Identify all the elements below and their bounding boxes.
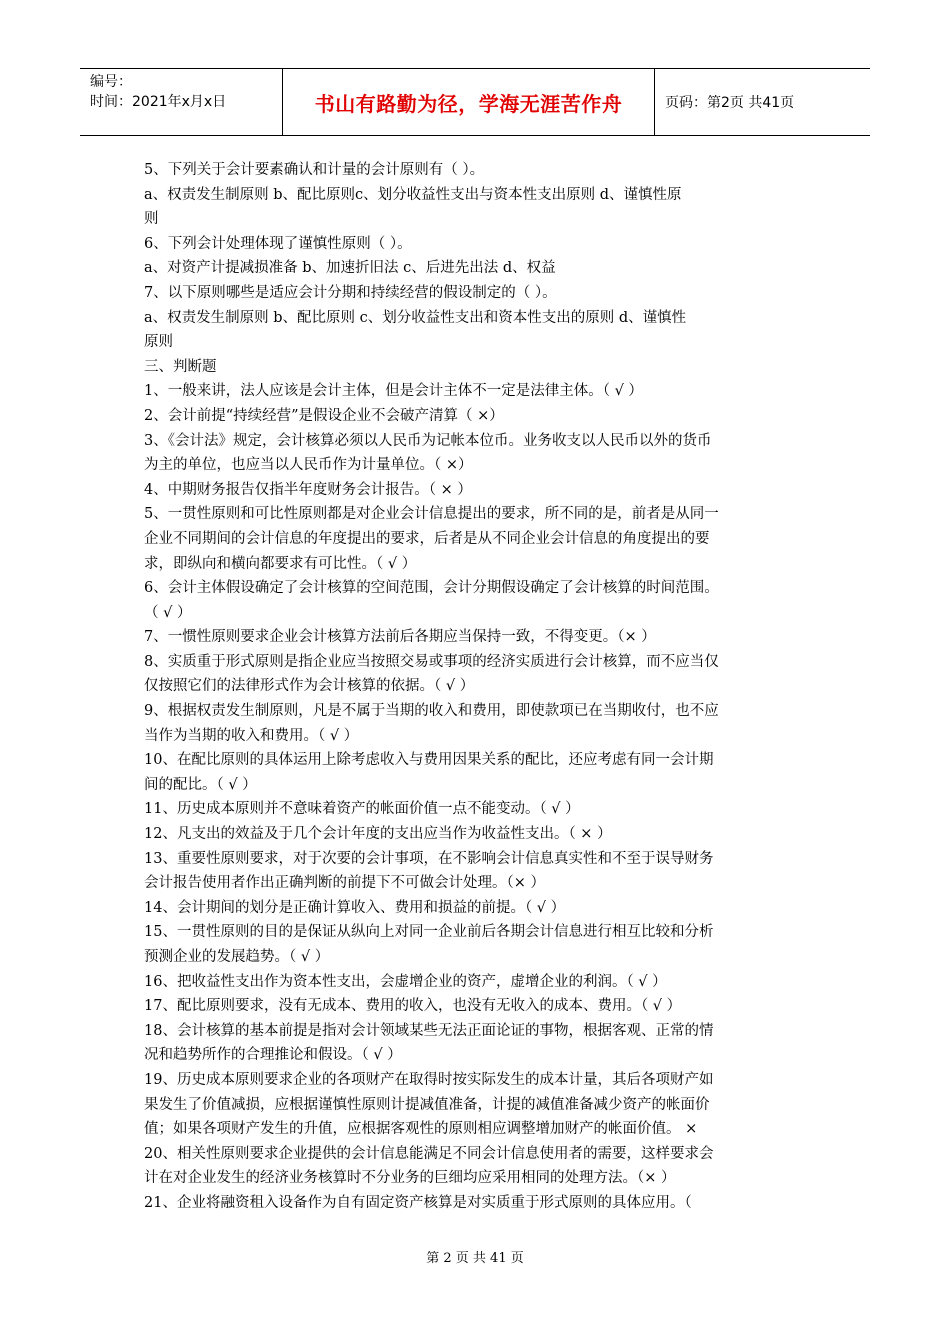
text-line: 19、历史成本原则要求企业的各项财产在取得时按实际发生的成本计量，其后各项财产如 [144, 1071, 714, 1088]
text-line: 原则 [144, 334, 173, 351]
text-line: 间的配比。（ √ ） [144, 776, 257, 793]
header-motto: 书山有路勤为径，学海无涯苦作舟 [283, 69, 655, 135]
text-line: 9、根据权责发生制原则，凡是不属于当期的收入和费用，即使款项已在当期收付，也不应 [144, 703, 719, 720]
text-line: 果发生了价值减损，应根据谨慎性原则计提减值准备，计提的减值准备减少资产的帐面价 [144, 1096, 710, 1113]
text-line: 5、一贯性原则和可比性原则都是对企业会计信息提出的要求，所不同的是，前者是从同一 [144, 506, 719, 523]
text-line: 求，即纵向和横向都要求有可比性。（ √ ） [144, 555, 417, 572]
text-line: 8、实质重于形式原则是指企业应当按照交易或事项的经济实质进行会计核算，而不应当仅 [144, 653, 719, 670]
text-line: 6、下列会计处理体现了谨慎性原则（ ）。 [144, 235, 412, 252]
document-number-label: 编号： [90, 74, 132, 90]
text-line: 17、配比原则要求，没有无成本、费用的收入，也没有无收入的成本、费用。（ √ ） [144, 998, 682, 1015]
text-line: 5、下列关于会计要素确认和计量的会计原则有（ ）。 [144, 162, 485, 178]
text-line: 11、历史成本原则并不意味着资产的帐面价值一点不能变动。（ √ ） [144, 801, 580, 818]
text-line: 计在对企业发生的经济业务核算时不分业务的巨细均应采用相同的处理方法。（× ） [144, 1170, 676, 1187]
text-line: 18、会计核算的基本前提是指对会计领域某些无法正面论证的事物，根据客观、正常的情 [144, 1022, 714, 1039]
text-line: 2、会计前提“持续经营”是假设企业不会破产清算（ ×） [144, 407, 504, 424]
text-line: a、权责发生制原则 b、配比原则c、划分收益性支出与资本性支出原则 d、谨慎性原 [144, 186, 682, 203]
text-line: 6、会计主体假设确定了会计核算的空间范围，会计分期假设确定了会计核算的时间范围。 [144, 580, 719, 597]
text-line: 10、在配比原则的具体运用上除考虑收入与费用因果关系的配比，还应考虑有同一会计期 [144, 752, 714, 769]
text-line: 7、一惯性原则要求企业会计核算方法前后各期应当保持一致，不得变更。（× ） [144, 629, 656, 646]
text-line: 4、中期财务报告仅指半年度财务会计报告。（ × ） [144, 481, 472, 498]
header-page-number: 页码：第2页 共41页 [665, 95, 795, 111]
text-line: 仅按照它们的法律形式作为会计核算的依据。（ √ ） [144, 678, 475, 695]
text-line: 21、企业将融资租入设备作为自有固定资产核算是对实质重于形式原则的具体应用。（ [144, 1194, 692, 1211]
text-line: 16、把收益性支出作为资本性支出，会虚增企业的资产，虚增企业的利润。（ √ ） [144, 973, 667, 990]
page-header [80, 68, 870, 136]
text-line: 7、以下原则哪些是适应会计分期和持续经营的假设制定的（ ）。 [144, 284, 557, 301]
text-line: a、权责发生制原则 b、配比原则 c、划分收益性支出和资本性支出的原则 d、谨慎性 [144, 309, 687, 326]
text-line: 三、判断题 [144, 358, 217, 375]
text-line: 20、相关性原则要求企业提供的会计信息能满足不同会计信息使用者的需要，这样要求会 [144, 1145, 714, 1162]
text-line: 则 [144, 211, 159, 228]
text-line: 12、凡支出的效益及于几个会计年度的支出应当作为收益性支出。（ × ） [144, 826, 612, 843]
document-body [144, 158, 814, 1216]
text-line: 3、《会计法》规定，会计核算必须以人民币为记帐本位币。业务收支以人民币以外的货币 [144, 432, 712, 449]
text-line: （ √ ） [144, 604, 192, 621]
text-line: 14、会计期间的划分是正确计算收入、费用和损益的前提。（ √ ） [144, 899, 566, 916]
text-line: 会计报告使用者作出正确判断的前提下不可做会计处理。（× ） [144, 875, 546, 892]
text-line: 况和趋势所作的合理推论和假设。（ √ ） [144, 1047, 402, 1064]
text-line: 当作为当期的收入和费用。（ √ ） [144, 727, 359, 744]
text-line: 15、一贯性原则的目的是保证从纵向上对同一企业前后各期会计信息进行相互比较和分析 [144, 924, 714, 941]
text-line: 1、一般来讲，法人应该是会计主体，但是会计主体不一定是法律主体。（ √ ） [144, 383, 643, 400]
text-line: 13、重要性原则要求，对于次要的会计事项，在不影响会计信息真实性和不至于误导财务 [144, 850, 714, 867]
text-line: 为主的单位，也应当以人民币作为计量单位。（ ×） [144, 457, 473, 474]
text-line: a、对资产计提减损准备 b、加速折旧法 c、后进先出法 d、权益 [144, 260, 556, 277]
text-line: 预测企业的发展趋势。（ √ ） [144, 949, 330, 965]
text-line: 值；如果各项财产发生的升值，应根据客观性的原则相应调整增加财产的帐面价值。 × [144, 1121, 698, 1138]
header-meta [80, 69, 283, 135]
text-line: 企业不同期间的会计信息的年度提出的要求，后者是从不同企业会计信息的角度提出的要 [144, 530, 710, 547]
page-footer: 第 2 页 共 41 页 [426, 1251, 524, 1266]
document-date-label: 时间：2021年x月x日 [90, 94, 227, 110]
